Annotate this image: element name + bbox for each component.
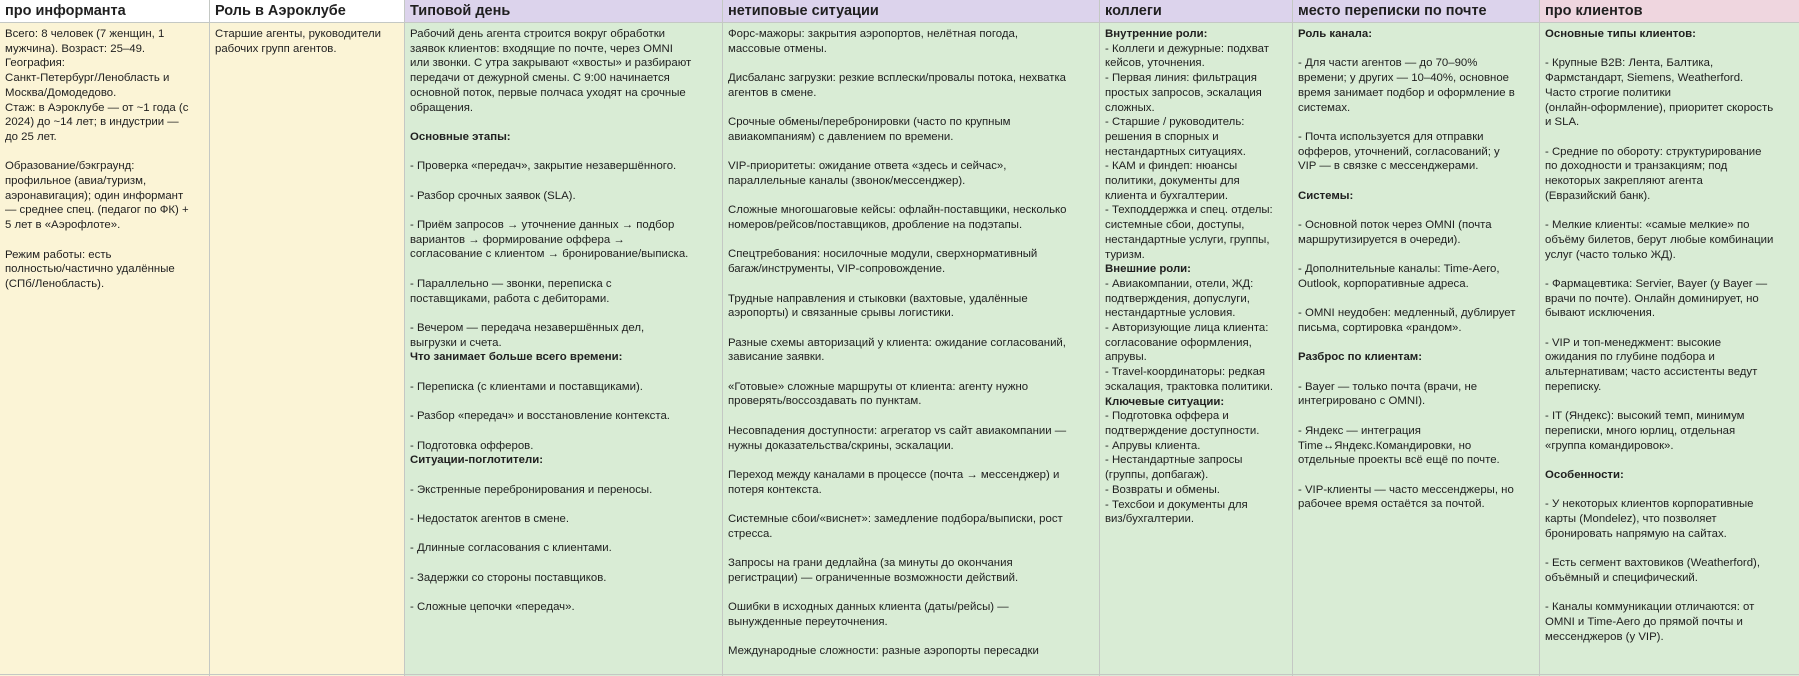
text-line: - IT (Яндекс): высокий темп, минимум [1545,410,1745,423]
cell-colleagues[interactable] [1100,23,1292,676]
text-line: - Сложные цепочки «передач». [410,601,575,614]
text-line: Несовпадения доступности: агрегатор vs сайт авиакомпании — [728,424,1067,437]
section-heading: Основные типы клиентов: [1545,28,1696,40]
column-header-email-role[interactable]: место переписки по почте [1293,0,1539,23]
text-line: - Дополнительные каналы: Time-Aero, [1298,263,1500,276]
blank-line [410,527,717,542]
blank-line [5,145,204,160]
text-line: регистрации) — ограниченные возможности действий. [728,571,1019,584]
blank-line [5,233,204,248]
blank-line [1545,483,1794,498]
text-line: - Для части агентов — до 70–90% [1298,57,1478,70]
blank-line [1545,586,1794,601]
text-line: Системные сбои/«виснет»: замедление подбора/выписки, рост [728,513,1063,526]
text-line: - Переписка (с клиентами и поставщиками). [410,380,643,393]
text-line: стресса. [728,527,773,540]
text-line: - Разбор «передач» и восстановление контекста. [410,410,670,423]
text-line: Запросы на грани дедлайна (за минуты до окончания [728,557,1013,570]
text-line: бывают исключения. [1545,307,1656,320]
text-line: - Яндекс — интеграция [1298,424,1421,437]
text-line: проверять/воссоздавать по пунктам. [728,395,922,408]
text-line: потеря контекста. [728,483,822,496]
blank-line [1545,321,1794,336]
section-heading: Ситуации-поглотители: [410,454,543,467]
text-line: - Техподдержка и спец. отделы: [1105,204,1273,217]
text-line: подтверждения, допуслуги, [1105,292,1250,305]
text-line: переписку. [1545,380,1602,393]
blank-line [728,365,1094,380]
text-line: Outlook, корпоративные адреса. [1298,277,1469,290]
text-line: - Основной поток через OMNI (почта [1298,219,1492,232]
text-line: аэропорты) и связанные срывы логистики. [728,307,954,320]
text-line: согласование с клиентом → бронирование/выписка. [410,248,689,261]
text-line: простых запросов, эскалация [1105,86,1262,99]
text-line: Ошибки в исходных данных клиента (даты/рейсы) — [728,601,1009,614]
text-line: - VIP и топ-менеджмент: высокие [1545,336,1722,349]
text-line: Часто строгие политики [1545,86,1671,99]
blank-line [728,541,1094,556]
text-line: Дисбаланс загрузки: резкие всплески/провалы потока, нехватка [728,72,1067,85]
text-line: Старшие агенты, руководители [215,28,382,40]
section-heading: Внутренние роли: [1105,28,1208,40]
text-line: (группы, допбагаж). [1105,469,1209,482]
text-line: рабочее время остаётся за почтой. [1298,498,1485,511]
text-line: — среднее спец. (педагог по ФК) + [5,204,189,217]
text-line: Международные сложности: разные аэропорты пересадки [728,645,1039,658]
blank-line [410,174,717,189]
text-line: до 25 лет. [5,130,57,143]
blank-line [728,321,1094,336]
blank-line [1545,395,1794,410]
text-line: времени; у других — 10–40%, основное [1298,72,1510,85]
text-line: - Вечером — передача незавершённых дел, [410,321,645,334]
column-header-typical-day[interactable]: Типовой день [405,0,722,23]
section-heading: Системы: [1298,189,1354,202]
text-line: рабочих групп агентов. [215,42,337,55]
text-line: профильное (авиа/туризм, [5,175,147,188]
blank-line [728,586,1094,601]
text-line: - Мелкие клиенты: «самые мелкие» по [1545,219,1750,232]
text-line: - Авторизующие лица клиента: [1105,322,1269,335]
blank-line [728,145,1094,160]
text-line: - Возвраты и обмены. [1105,483,1220,496]
text-line: массовые отмены. [728,42,827,55]
text-line: - Длинные согласования с клиентами. [410,542,612,555]
text-line: - Bayer — только почта (врачи, не [1298,380,1478,393]
text-line: полностью/частично удалённые [5,263,175,276]
text-line: офферов, уточнений, согласований; у [1298,145,1500,158]
text-line: - Средние по обороту: структурирование [1545,145,1762,158]
text-line: нестандартных ситуациях. [1105,145,1246,158]
text-line: нужны доказательства/скрины, эскалации. [728,439,954,452]
text-line: вариантов → формирование оффера → [410,233,625,246]
text-line: нестандартные условия. [1105,307,1236,320]
text-line: - У некоторых клиентов корпоративные [1545,498,1754,511]
text-line: Спецтребования: носилочные модули, сверхнормативный [728,248,1038,261]
text-line: врачи по почте). Онлайн доминирует, но [1545,292,1759,305]
blank-line [410,145,717,160]
text-line: некоторых закрепляют агента [1545,175,1703,187]
text-line: багаж/инструменты, VIP-сопровождение. [728,263,946,276]
text-line: - Задержки со стороны поставщиков. [410,571,607,584]
text-line: - Параллельно — звонки, переписка с [410,277,612,290]
text-line: 5 лет в «Аэрофлоте». [5,219,121,232]
blank-line [1298,203,1534,218]
text-line: VIP-приоритеты: ожидание ответа «здесь и сейчас», [728,160,1007,173]
text-line: карты (Mondelez), что позволяет [1545,513,1717,526]
column-typical-day [405,0,723,676]
text-line: эскалация, трактовка политики. [1105,380,1274,393]
blank-line [728,277,1094,292]
blank-line [1298,247,1534,262]
text-line: виз/бухгалтерии. [1105,513,1194,526]
text-line: время занимает подбор и оформление в [1298,86,1515,99]
text-line: мужчина). Возраст: 25–49. [5,42,146,55]
text-line: авиакомпаниям) с давлением по времени. [728,130,954,143]
blank-line [410,306,717,321]
text-line: передачи от дежурной смены. С 9:00 начинается [410,72,670,85]
text-line: сложных. [1105,101,1155,114]
column-colleagues [1100,0,1293,676]
text-line: - Подготовка офферов. [410,439,534,452]
text-line: Переход между каналами в процессе (почта → мессенджер) и [728,468,1060,481]
text-line: переписки, много юрлиц, отдельная [1545,424,1736,437]
text-line: ожидания по глубине подбора и [1545,351,1715,364]
text-line: VIP — в связке с мессенджерами. [1298,160,1479,173]
section-heading: Особенности: [1545,468,1624,481]
cell-informant[interactable] [0,23,209,676]
blank-line [1298,409,1534,424]
column-clients [1540,0,1799,676]
blank-line [410,262,717,277]
text-line: - Приём запросов → уточнение данных → подбор [410,219,675,232]
column-header-clients[interactable]: про клиентов [1540,0,1799,23]
cell-clients[interactable] [1540,23,1799,676]
text-line: (онлайн-оформление), приоритет скорость [1545,101,1774,114]
text-line: - Коллеги и дежурные: подхват [1105,42,1269,55]
text-line: - Разбор срочных заявок (SLA). [410,189,576,202]
text-line: Москва/Домодедово. [5,86,117,99]
blank-line [410,468,717,483]
blank-line [1545,453,1794,468]
text-line: номеров/рейсов/поставщиков, дробление на подэтапы. [728,219,1023,232]
text-line: - Travel-координаторы: редкая [1105,366,1266,379]
text-line: письма, сортировка «рандом». [1298,321,1462,334]
blank-line [728,497,1094,512]
text-line: отдельные проекты всё ещё по почте. [1298,454,1500,467]
text-line: Фармстандарт, Siemens, Weatherford. [1545,72,1744,85]
text-line: и SLA. [1545,116,1580,129]
text-line: - Каналы коммуникации отличаются: от [1545,601,1755,614]
text-line: - VIP-клиенты — часто мессенджеры, но [1298,483,1514,496]
section-heading: Роль канала: [1298,28,1373,40]
column-header-role[interactable]: Роль в Аэроклубе [210,0,404,23]
blank-line [728,453,1094,468]
text-line: интегрировано с OMNI). [1298,395,1426,408]
blank-line [728,409,1094,424]
text-line: поставщиками, работа с дебиторами. [410,292,610,305]
text-line: по доходности и транзакциям; под [1545,160,1728,173]
blank-line [1298,336,1534,351]
column-role [210,0,405,676]
text-line: - Проверка «передач», закрытие незавершённого. [410,160,677,173]
column-email-role [1293,0,1540,676]
blank-line [410,365,717,380]
text-line: системные сбои, доступы, [1105,219,1245,232]
text-line: кейсов, уточнения. [1105,57,1205,70]
blank-line [728,630,1094,645]
section-heading: Что занимает больше всего времени: [410,351,623,364]
text-line: (Евразийский банк). [1545,189,1651,202]
text-line: - Нестандартные запросы [1105,454,1243,467]
text-line: (СПб/Ленобласть). [5,277,105,290]
section-heading: Основные этапы: [410,130,511,143]
text-line: бронировать напрямую на сайтах. [1545,527,1727,540]
text-line: «Готовые» сложные маршруты от клиента: агенту нужно [728,380,1029,393]
blank-line [1298,292,1534,307]
blank-line [1545,130,1794,145]
text-line: маршрутизируется в очереди). [1298,233,1461,246]
text-line: или звонки. С утра закрывают «хвосты» и разбирают [410,57,692,70]
column-header-informant[interactable]: про информанта [0,0,209,23]
blank-line [1545,262,1794,277]
text-line: аэронавигация); один информант [5,189,184,202]
text-line: Форс-мажоры: закрытия аэропортов, нелётная погода, [728,28,1019,40]
text-line: Образование/бэкграунд: [5,160,135,173]
blank-line [410,424,717,439]
blank-line [728,101,1094,116]
text-line: - Экстренные перебронирования и переносы. [410,483,653,496]
blank-line [410,497,717,512]
text-line: объёмный и специфический. [1545,571,1698,584]
cell-atypical-situations[interactable] [723,23,1099,676]
text-line: объёму билетов, берут любые комбинации [1545,233,1774,246]
blank-line [410,394,717,409]
text-line: Рабочий день агента строится вокруг обработки [410,28,666,40]
text-line: - Старшие / руководитель: [1105,116,1245,129]
text-line: альтернативам; часто ассистенты ведут [1545,366,1758,379]
blank-line [728,189,1094,204]
text-line: Трудные направления и стыковки (вахтовые, удалённые [728,292,1028,305]
text-line: География: [5,57,65,70]
text-line: - Первая линия: фильтрация [1105,72,1257,85]
text-line: апрувы. [1105,351,1147,364]
text-line: - OMNI неудобен: медленный, дублирует [1298,307,1516,320]
column-header-colleagues[interactable]: коллеги [1100,0,1292,23]
column-atypical-situations [723,0,1100,676]
text-line: Сложные многошаговые кейсы: офлайн-поставщики, несколько [728,204,1067,217]
text-line: Всего: 8 человек (7 женщин, 1 [5,28,165,40]
text-line: - Недостаток агентов в смене. [410,513,570,526]
text-line: - Апрувы клиента. [1105,439,1201,452]
text-line: подтверждение доступности. [1105,424,1260,437]
blank-line [728,56,1094,71]
cell-role[interactable] [210,23,404,676]
text-line: системах. [1298,101,1351,114]
blank-line [410,556,717,571]
text-line: политики, документы для [1105,175,1240,188]
text-line: Санкт-Петербург/Ленобласть и [5,72,170,85]
blank-line [1298,468,1534,483]
text-line: Стаж: в Аэроклубе — от ~1 года (с [5,101,189,114]
text-line: выгрузки и счета. [410,336,502,349]
blank-line [1298,115,1534,130]
section-heading: Ключевые ситуации: [1105,395,1225,408]
text-line: «группа командировок». [1545,439,1674,452]
blank-line [1298,174,1534,189]
text-line: - Есть сегмент вахтовиков (Weatherford), [1545,557,1761,570]
cell-typical-day[interactable] [405,23,722,676]
text-line: - Почта используется для отправки [1298,130,1484,143]
blank-line [1298,365,1534,380]
text-line: - Техсбои и документы для [1105,498,1248,511]
text-line: зависание заявки. [728,351,825,364]
column-informant [0,0,210,676]
text-line: согласование оформления, [1105,336,1252,349]
text-line: туризм. [1105,248,1145,261]
text-line: - Крупные B2B: Лента, Балтика, [1545,57,1714,70]
text-line: заявок клиентов: входящие по почте, через OMNI [410,42,673,55]
text-line: параллельные каналы (звонок/мессенджер). [728,174,966,187]
text-line: Разные схемы авторизаций у клиента: ожидание согласований, [728,336,1066,349]
text-line: - Фармацевтика: Servier, Bayer (у Bayer — [1545,277,1768,290]
blank-line [1545,203,1794,218]
text-line: агентов в смене. [728,86,817,99]
text-line: решения в спорных и [1105,130,1219,143]
text-line: основной поток, первые полчаса уходят на срочные [410,86,686,99]
grid-bottom-line [0,674,1799,675]
text-line: - Подготовка оффера и [1105,410,1229,423]
text-line: услуг (часто только ЖД). [1545,248,1676,261]
blank-line [410,115,717,130]
text-line: вынужденные переуточнения. [728,615,888,628]
blank-line [1545,42,1794,57]
text-line: Срочные обмены/перебронировки (часто по крупным [728,116,1011,129]
blank-line [410,586,717,601]
cell-email-role[interactable] [1293,23,1539,676]
blank-line [1545,541,1794,556]
text-line: - Авиакомпании, отели, ЖД: [1105,277,1254,290]
text-line: Time↔Яндекс.Командировки, но [1298,439,1472,452]
blank-line [410,203,717,218]
blank-line [728,233,1094,248]
text-line: 2024) до ~14 лет; в индустрии — [5,116,179,129]
text-line: нестандартные услуги, группы, [1105,233,1270,246]
blank-line [1298,42,1534,57]
text-line: OMNI и Time-Aero до прямой почты и [1545,615,1743,628]
text-line: мессенджеров (у VIP). [1545,630,1664,643]
column-header-atypical-situations[interactable]: нетиповые ситуации [723,0,1099,23]
text-line: обращения. [410,101,474,114]
section-heading: Разброс по клиентам: [1298,351,1423,364]
text-line: Режим работы: есть [5,248,112,261]
text-line: клиента и бухгалтерии. [1105,189,1229,202]
section-heading: Внешние роли: [1105,263,1191,276]
text-line: - КАМ и финдеп: нюансы [1105,160,1238,173]
